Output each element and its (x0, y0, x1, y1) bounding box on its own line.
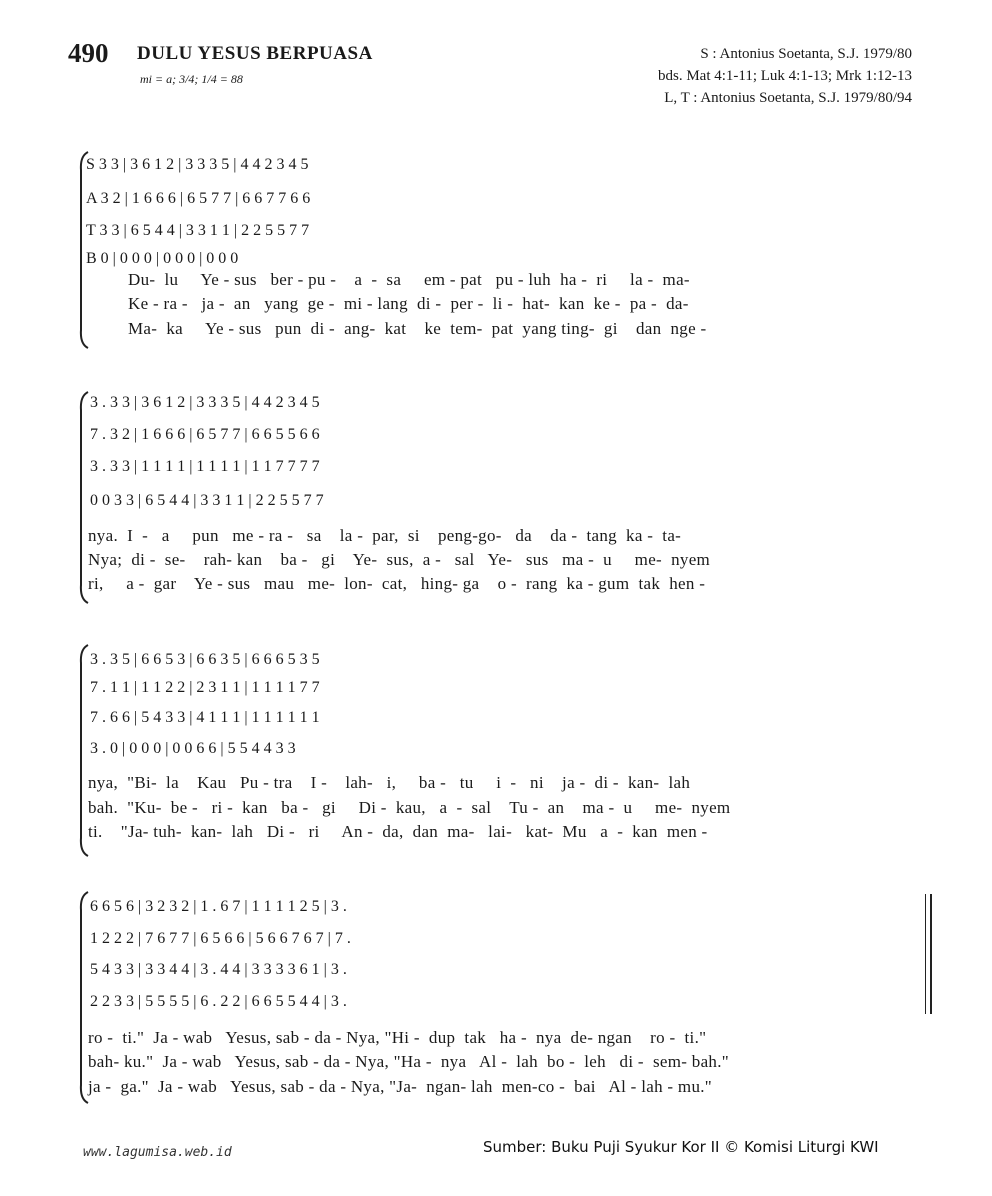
voice-bass: B 0 | 0 0 0 | 0 0 0 | 0 0 0 (86, 250, 239, 267)
voice-alto: 7 . 1 1 | 1 1 2 2 | 2 3 1 1 | 1 1 1 1 7 7 (90, 679, 320, 696)
voice-tenor: 3 . 3 3 | 1 1 1 1 | 1 1 1 1 | 1 1 7 7 7 7 (90, 458, 320, 475)
lyric-verse-2: bah- ku." Ja - wab Yesus, sab - da - Nya, "Ha - nya Al - lah bo - leh di - sem- bah." (88, 1052, 730, 1071)
voice-alto: 1 2 2 2 | 7 6 7 7 | 6 5 6 6 | 5 6 6 7 6 7 | 7 . (90, 930, 351, 947)
lyric-verse-1: Du- lu Ye - sus ber - pu - a - sa em - pat pu - luh ha - ri la - ma- (128, 270, 690, 289)
music-system-2 (78, 390, 933, 605)
credit-line: bds. Mat 4:1-11; Luk 4:1-13; Mrk 1:12-13 (657, 68, 912, 84)
voice-bass: 0 0 3 3 | 6 5 4 4 | 3 3 1 1 | 2 2 5 5 7 7 (90, 492, 324, 509)
music-system-4 (78, 890, 933, 1105)
source-note: Sumber: Buku Puji Syukur Kor II © Komisi Liturgi KWI (483, 1138, 879, 1156)
voice-soprano: 3 . 3 5 | 6 6 5 3 | 6 6 3 5 | 6 6 6 5 3 5 (90, 651, 320, 668)
hymn-number: 490 (68, 38, 109, 68)
lyric-verse-1: ro - ti." Ja - wab Yesus, sab - da - Nya, "Hi - dup tak ha - nya de- ngan ro - ti." (88, 1028, 707, 1047)
voice-soprano: 3 . 3 3 | 3 6 1 2 | 3 3 3 5 | 4 4 2 3 4 5 (90, 394, 320, 411)
tempo-marking: mi = a; 3/4; 1/4 = 88 (140, 72, 243, 86)
music-system-1 (78, 150, 933, 350)
lyric-verse-2: bah. "Ku- be - ri - kan ba - gi Di - kau, a - sal Tu - an ma - u me- nyem (88, 798, 731, 817)
lyric-verse-2: Nya; di - se- rah- kan ba - gi Ye- sus, a - sal Ye- sus ma - u me- nyem (88, 550, 711, 569)
voice-tenor: 7 . 6 6 | 5 4 3 3 | 4 1 1 1 | 1 1 1 1 1 1 (90, 709, 320, 726)
voice-soprano: 6 6 5 6 | 3 2 3 2 | 1 . 6 7 | 1 1 1 1 2 5 | 3 . (90, 898, 347, 915)
final-barline (930, 894, 932, 1014)
lyric-verse-3: ri, a - gar Ye - sus mau me- lon- cat, hing- ga o - rang ka - gum tak hen - (88, 574, 706, 593)
voice-bass: 3 . 0 | 0 0 0 | 0 0 6 6 | 5 5 4 4 3 3 (90, 740, 296, 757)
credit-line: L, T : Antonius Soetanta, S.J. 1979/80/94 (664, 90, 912, 106)
lyric-verse-1: nya. I - a pun me - ra - sa la - par, si peng-go- da da - tang ka - ta- (88, 526, 682, 545)
credits (658, 43, 912, 109)
lyric-verse-1: nya, "Bi- la Kau Pu - tra I - lah- i, ba - tu i - ni ja - di - kan- lah (88, 773, 691, 792)
voice-alto: 7 . 3 2 | 1 6 6 6 | 6 5 7 7 | 6 6 5 5 6 6 (90, 426, 320, 443)
lyric-verse-3: Ma- ka Ye - sus pun di - ang- kat ke tem- pat yang ting- gi dan nge - (128, 319, 707, 338)
lyric-verse-2: Ke - ra - ja - an yang ge - mi - lang di - per - li - hat- kan ke - pa - da- (128, 294, 689, 313)
lyric-verse-3: ti. "Ja- tuh- kan- lah Di - ri An - da, dan ma- lai- kat- Mu a - kan men - (88, 822, 708, 841)
website-link[interactable]: www.lagumisa.web.id (83, 1145, 232, 1160)
voice-bass: 2 2 3 3 | 5 5 5 5 | 6 . 2 2 | 6 6 5 5 4 4 | 3 . (90, 993, 347, 1010)
voice-tenor: 5 4 3 3 | 3 3 4 4 | 3 . 4 4 | 3 3 3 3 6 1 | 3 . (90, 961, 347, 978)
final-barline-thin (925, 894, 926, 1014)
credit-line: S : Antonius Soetanta, S.J. 1979/80 (700, 46, 912, 62)
music-system-3 (78, 643, 933, 858)
voice-tenor: T 3 3 | 6 5 4 4 | 3 3 1 1 | 2 2 5 5 7 7 (86, 222, 310, 239)
hymn-title: DULU YESUS BERPUASA (137, 43, 373, 64)
voice-alto: A 3 2 | 1 6 6 6 | 6 5 7 7 | 6 6 7 7 6 6 (86, 190, 311, 207)
voice-soprano: S 3 3 | 3 6 1 2 | 3 3 3 5 | 4 4 2 3 4 5 (86, 156, 309, 173)
lyric-verse-3: ja - ga." Ja - wab Yesus, sab - da - Nya, "Ja- ngan- lah men-co - bai Al - lah - mu." (88, 1077, 713, 1096)
